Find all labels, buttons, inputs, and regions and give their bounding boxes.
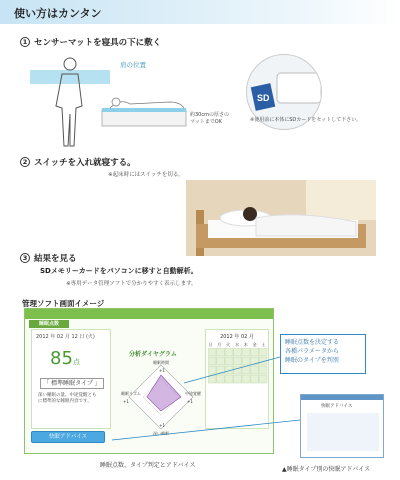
step-number: 3 (20, 253, 30, 263)
auto-analysis-text: SDメモリーカードをパソコンに移すと自動解析。 (40, 267, 198, 275)
software-note: ※専用データ管理ソフトで分かりやすく表示します。 (66, 281, 197, 287)
advice-button[interactable]: 快眠アドバイス (31, 431, 105, 443)
thickness-line: 約30cmの厚さの マットまでOK (190, 112, 229, 125)
axis-value-right: +1 (187, 399, 193, 404)
step-number: 1 (20, 37, 30, 47)
section-title: 使い方はカンタン (14, 7, 102, 20)
axis-value-top: +1 (159, 368, 165, 373)
axis-value-bottom: +1 (159, 423, 165, 428)
callout-box: 睡眠点数を決定する 各種パラメータから 睡眠のタイプを判別 (280, 334, 366, 374)
sleeping-photo (186, 180, 376, 256)
advice-arrow (110, 418, 302, 442)
thickness-note (190, 112, 229, 126)
bedroom-image (186, 180, 376, 256)
advice-content (307, 413, 379, 451)
advice-window (300, 394, 384, 458)
bed-illustration (100, 96, 190, 130)
window-titlebar (25, 309, 273, 319)
sleep-type-description: 深い睡眠の量、中途覚醒とも に標準的な睡眠内容です。 (38, 393, 97, 404)
step-2-title: 2 スイッチを入れ就寝する。 (20, 156, 136, 168)
axis-value-left: +1 (123, 399, 129, 404)
svg-text:SD: SD (257, 93, 270, 103)
step-3-title: 3 結果を見る (20, 252, 77, 264)
caption-left: 睡眠点数、タイプ判定とアドバイス (100, 462, 196, 469)
axis-label-left: 睡眠リズム (121, 391, 141, 396)
mat-position-label: 肩の位置 (120, 61, 146, 69)
sd-card-note: ※使用前に本体にSDカードをセットして下さい。 (250, 117, 362, 123)
step-number: 2 (20, 157, 30, 167)
axis-label-bottom: 深い睡眠 (153, 431, 169, 435)
advice-window-title: 快眠アドバイス (321, 404, 353, 409)
date-display: 2012 年 02 月 12 日 (火) (36, 334, 95, 340)
score-panel (31, 329, 111, 429)
caption-right: ▲睡眠タイプ別の快眠アドバイス (282, 466, 371, 473)
calendar-title: 2012 年 02 月 (220, 334, 254, 340)
diagram-title: 分析ダイヤグラム (129, 351, 177, 358)
sleep-score: 85点 (50, 348, 80, 369)
advice-window-titlebar (301, 395, 383, 400)
switch-note: ※起床時にはスイッチを切る。 (108, 172, 184, 178)
axis-label-top: 睡眠時間 (153, 360, 169, 365)
tab-sleep-score[interactable]: 睡眠点数 (29, 320, 69, 328)
software-section-title: 管理ソフト画面イメージ (22, 299, 105, 308)
step-1-title: 1 センサーマットを寝具の下に敷く (20, 36, 161, 48)
calendar-weekdays: 日 月 火 水 木 金 土 (208, 342, 266, 347)
sleep-type-label: 「 標準睡眠タイプ 」 (40, 378, 104, 389)
axis-label-right: 中途覚醒 (185, 391, 201, 396)
person-silhouette-icon (50, 56, 90, 156)
callout-arrow (180, 355, 282, 385)
section-header (0, 0, 400, 24)
